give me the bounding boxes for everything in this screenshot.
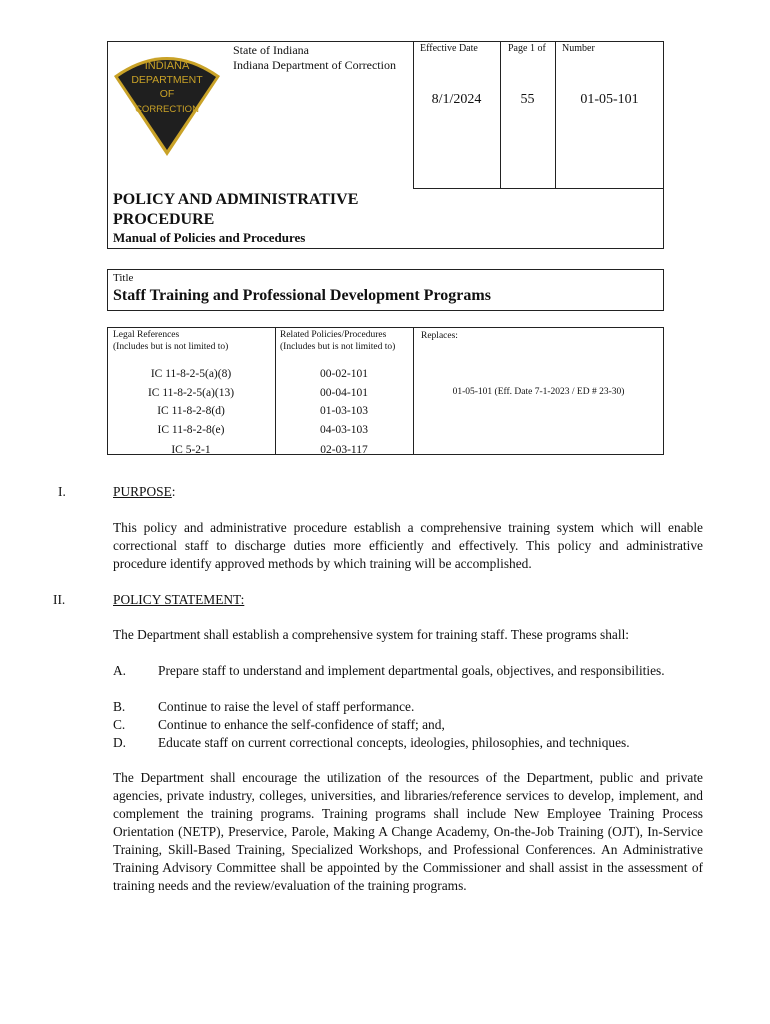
purpose-paragraph: This policy and administrative procedure establish a comprehensive training system which will enable correctional staff to discharge duties more efficiently and effectively. This policy and administrative procedure identify approved methods by which training will be accomplished. [113, 520, 703, 571]
page-count-value: 55 [520, 92, 535, 107]
page-of-label: Page 1 of [508, 43, 546, 54]
effective-date-value: 8/1/2024 [431, 92, 482, 107]
policy-paragraph: The Department shall encourage the utilization of the resources of the Department, public and private agencies, private industry, colleges, universities, and libraries/reference services to develop, implement, and complement the training programs. Training programs shall include New Employee Training Process Orientation (NETP), Preservice, Parole, Making A Change Academy, On-the-Job Training (OJT), In-Service Training, Skill-Based Training, Specialized Workshops, and Professional Conferences. An Administrative Training Advisory Committee shall be appointed by the Commissioner and shall assist in the assessment of training needs and the review/evaluation of the training programs. [113, 770, 703, 893]
document-title: Staff Training and Professional Development Programs [113, 287, 491, 304]
legal-reference-item: IC 11-8-2-5(a)(13) [147, 386, 235, 399]
document-number-value: 01-05-101 [580, 92, 639, 107]
related-policies-header [280, 329, 395, 353]
replaces-header: Replaces: [421, 331, 458, 341]
list-letter: A. [113, 663, 127, 678]
seal-line-4: CORRECTION [135, 104, 199, 115]
effective-date-label: Effective Date [420, 43, 478, 54]
related-policy-item: 02-03-117 [320, 444, 368, 456]
related-policies-list [275, 365, 413, 460]
related-policy-item: 01-03-103 [320, 405, 368, 417]
list-item [113, 662, 703, 698]
list-text: Prepare staff to understand and implement departmental goals, objectives, and responsibilities. [158, 663, 665, 678]
legal-references-header [113, 329, 228, 353]
list-text: Continue to raise the level of staff performance. [158, 699, 415, 714]
state-name: State of Indiana [233, 43, 309, 57]
seal-line-2: DEPARTMENT [131, 74, 203, 86]
related-policy-item: 04-03-103 [320, 423, 368, 436]
document-type-line-1: POLICY AND ADMINISTRATIVE [113, 191, 359, 208]
legal-reference-item: IC 5-2-1 [171, 444, 211, 456]
list-letter: B. [113, 699, 126, 714]
section-1-number: I. [58, 484, 66, 499]
list-text: Continue to enhance the self-confidence of staff; and, [158, 717, 445, 732]
related-header-line-1: Related Policies/Procedures [280, 330, 387, 340]
list-item [113, 716, 703, 734]
document-type-line-2: PROCEDURE [113, 211, 215, 228]
legal-header-line-2: (Includes but is not limited to) [113, 342, 229, 352]
header-divider-1 [413, 41, 414, 189]
title-label: Title [113, 272, 134, 284]
header-divider-2 [500, 41, 501, 189]
list-letter: C. [113, 717, 126, 732]
list-item [113, 698, 703, 716]
list-text: Educate staff on current correctional concepts, ideologies, philosophies, and techniques. [158, 735, 630, 750]
section-2-heading: POLICY STATEMENT: [113, 592, 245, 607]
legal-reference-item: IC 11-8-2-8(e) [157, 423, 225, 436]
related-policy-item: 00-04-101 [320, 386, 368, 399]
number-label: Number [562, 43, 595, 54]
header-divider-horizontal [413, 188, 664, 189]
legal-reference-item: IC 11-8-2-8(d) [157, 405, 225, 417]
purpose-heading-text: PURPOSE [113, 484, 172, 499]
list-letter: D. [113, 735, 127, 750]
department-name: Indiana Department of Correction [233, 58, 396, 72]
related-policy-item: 00-02-101 [320, 368, 368, 380]
section-1-heading [113, 484, 176, 500]
legal-references-list [107, 365, 275, 460]
header-divider-3 [555, 41, 556, 189]
seal-line-1: INDIANA [144, 60, 190, 72]
department-seal-logo [112, 46, 222, 158]
purpose-heading-colon: : [171, 484, 176, 499]
section-2-number: II. [53, 592, 66, 607]
replaces-value: 01-05-101 (Eff. Date 7-1-2023 / ED # 23-30) [452, 387, 625, 397]
seal-line-3: OF [159, 88, 175, 100]
related-header-line-2: (Includes but is not limited to) [280, 342, 396, 352]
legal-header-line-1: Legal References [113, 330, 180, 340]
manual-name: Manual of Policies and Procedures [113, 230, 306, 245]
legal-reference-item: IC 11-8-2-5(a)(8) [150, 368, 232, 380]
policy-intro: The Department shall establish a comprehensive system for training staff. These programs shall: [113, 627, 630, 642]
list-item [113, 734, 703, 752]
